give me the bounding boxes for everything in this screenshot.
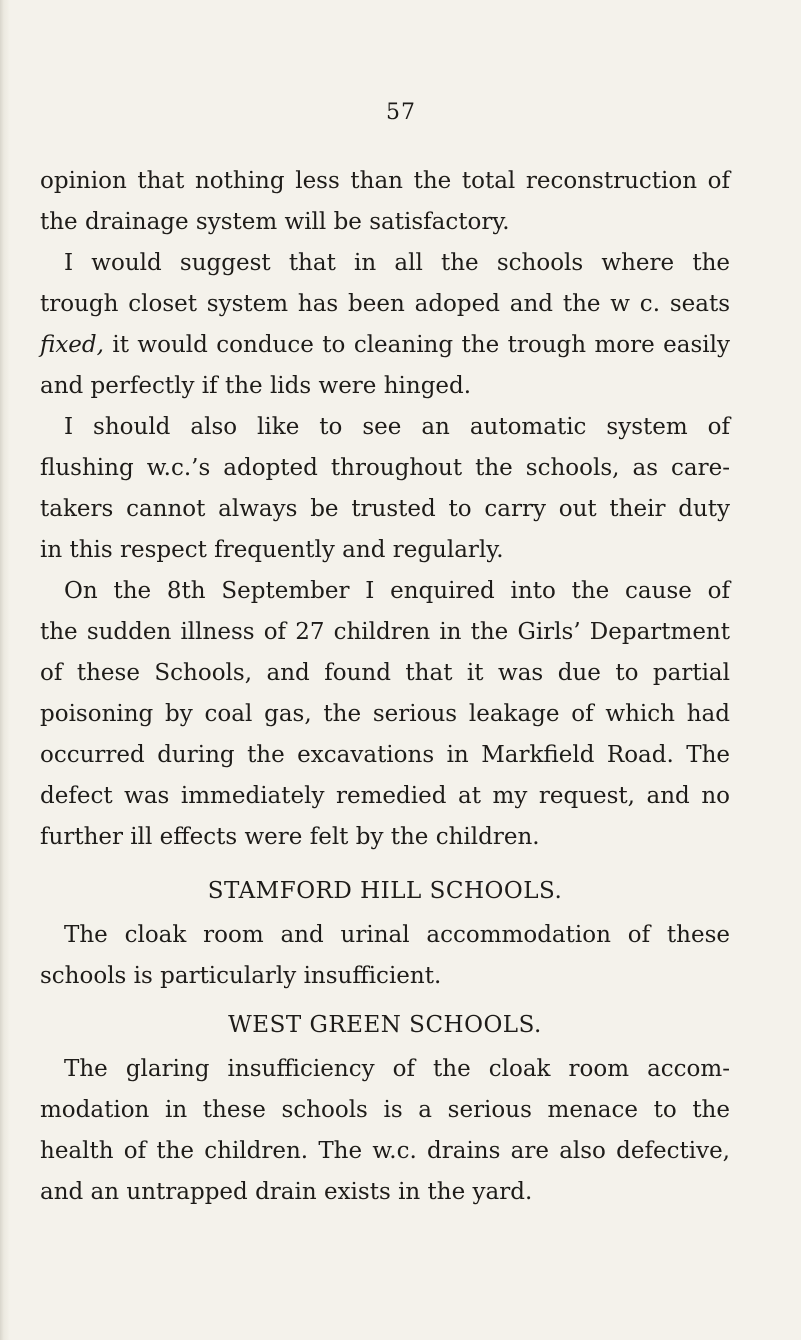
text-line: schools is particularly insufficient.: [40, 963, 442, 989]
italic-word: fixed,: [40, 332, 104, 358]
text-line: [40, 332, 730, 358]
section-heading: WEST GREEN SCHOOLS.: [228, 1012, 542, 1038]
text-line: and an untrapped drain exists in the yard.: [40, 1179, 533, 1205]
text-line: poisoning by coal gas, the serious leakage of which had: [40, 701, 730, 727]
text-line: takers cannot always be trusted to carry out their duty: [40, 496, 730, 522]
text-line: flushing w.c.’s adopted throughout the schools, as care-: [40, 455, 730, 481]
text-line: further ill effects were felt by the children.: [40, 824, 540, 850]
text-line: and perfectly if the lids were hinged.: [40, 373, 472, 399]
text-line: I would suggest that in all the schools where the: [64, 250, 730, 276]
text-line: the sudden illness of 27 children in the Girls’ Department: [40, 619, 730, 645]
text-line: health of the children. The w.c. drains are also defective,: [40, 1138, 730, 1164]
text-line: The glaring insufficiency of the cloak room accom-: [64, 1056, 730, 1082]
text-line: opinion that nothing less than the total reconstruction of: [40, 168, 730, 194]
text-line: On the 8th September I enquired into the cause of: [64, 578, 730, 604]
text-line: of these Schools, and found that it was due to partial: [40, 660, 730, 686]
text-line: The cloak room and urinal accommodation of these: [64, 922, 730, 948]
text-line: in this respect frequently and regularly.: [40, 537, 504, 563]
section-heading: STAMFORD HILL SCHOOLS.: [207, 878, 563, 904]
text-line: the drainage system will be satisfactory.: [40, 209, 510, 235]
text-span: it would conduce to cleaning the trough more easily: [112, 332, 730, 358]
text-line: defect was immediately remedied at my request, and no: [40, 783, 730, 809]
text-line: I should also like to see an automatic system of: [64, 414, 730, 440]
page-edge-shadow: [0, 0, 10, 1340]
page-number: 57: [386, 100, 416, 125]
text-line: modation in these schools is a serious menace to the: [40, 1097, 730, 1123]
text-line: trough closet system has been adoped and the w c. seats: [40, 291, 730, 317]
text-line: occurred during the excavations in Markfield Road. The: [40, 742, 730, 768]
